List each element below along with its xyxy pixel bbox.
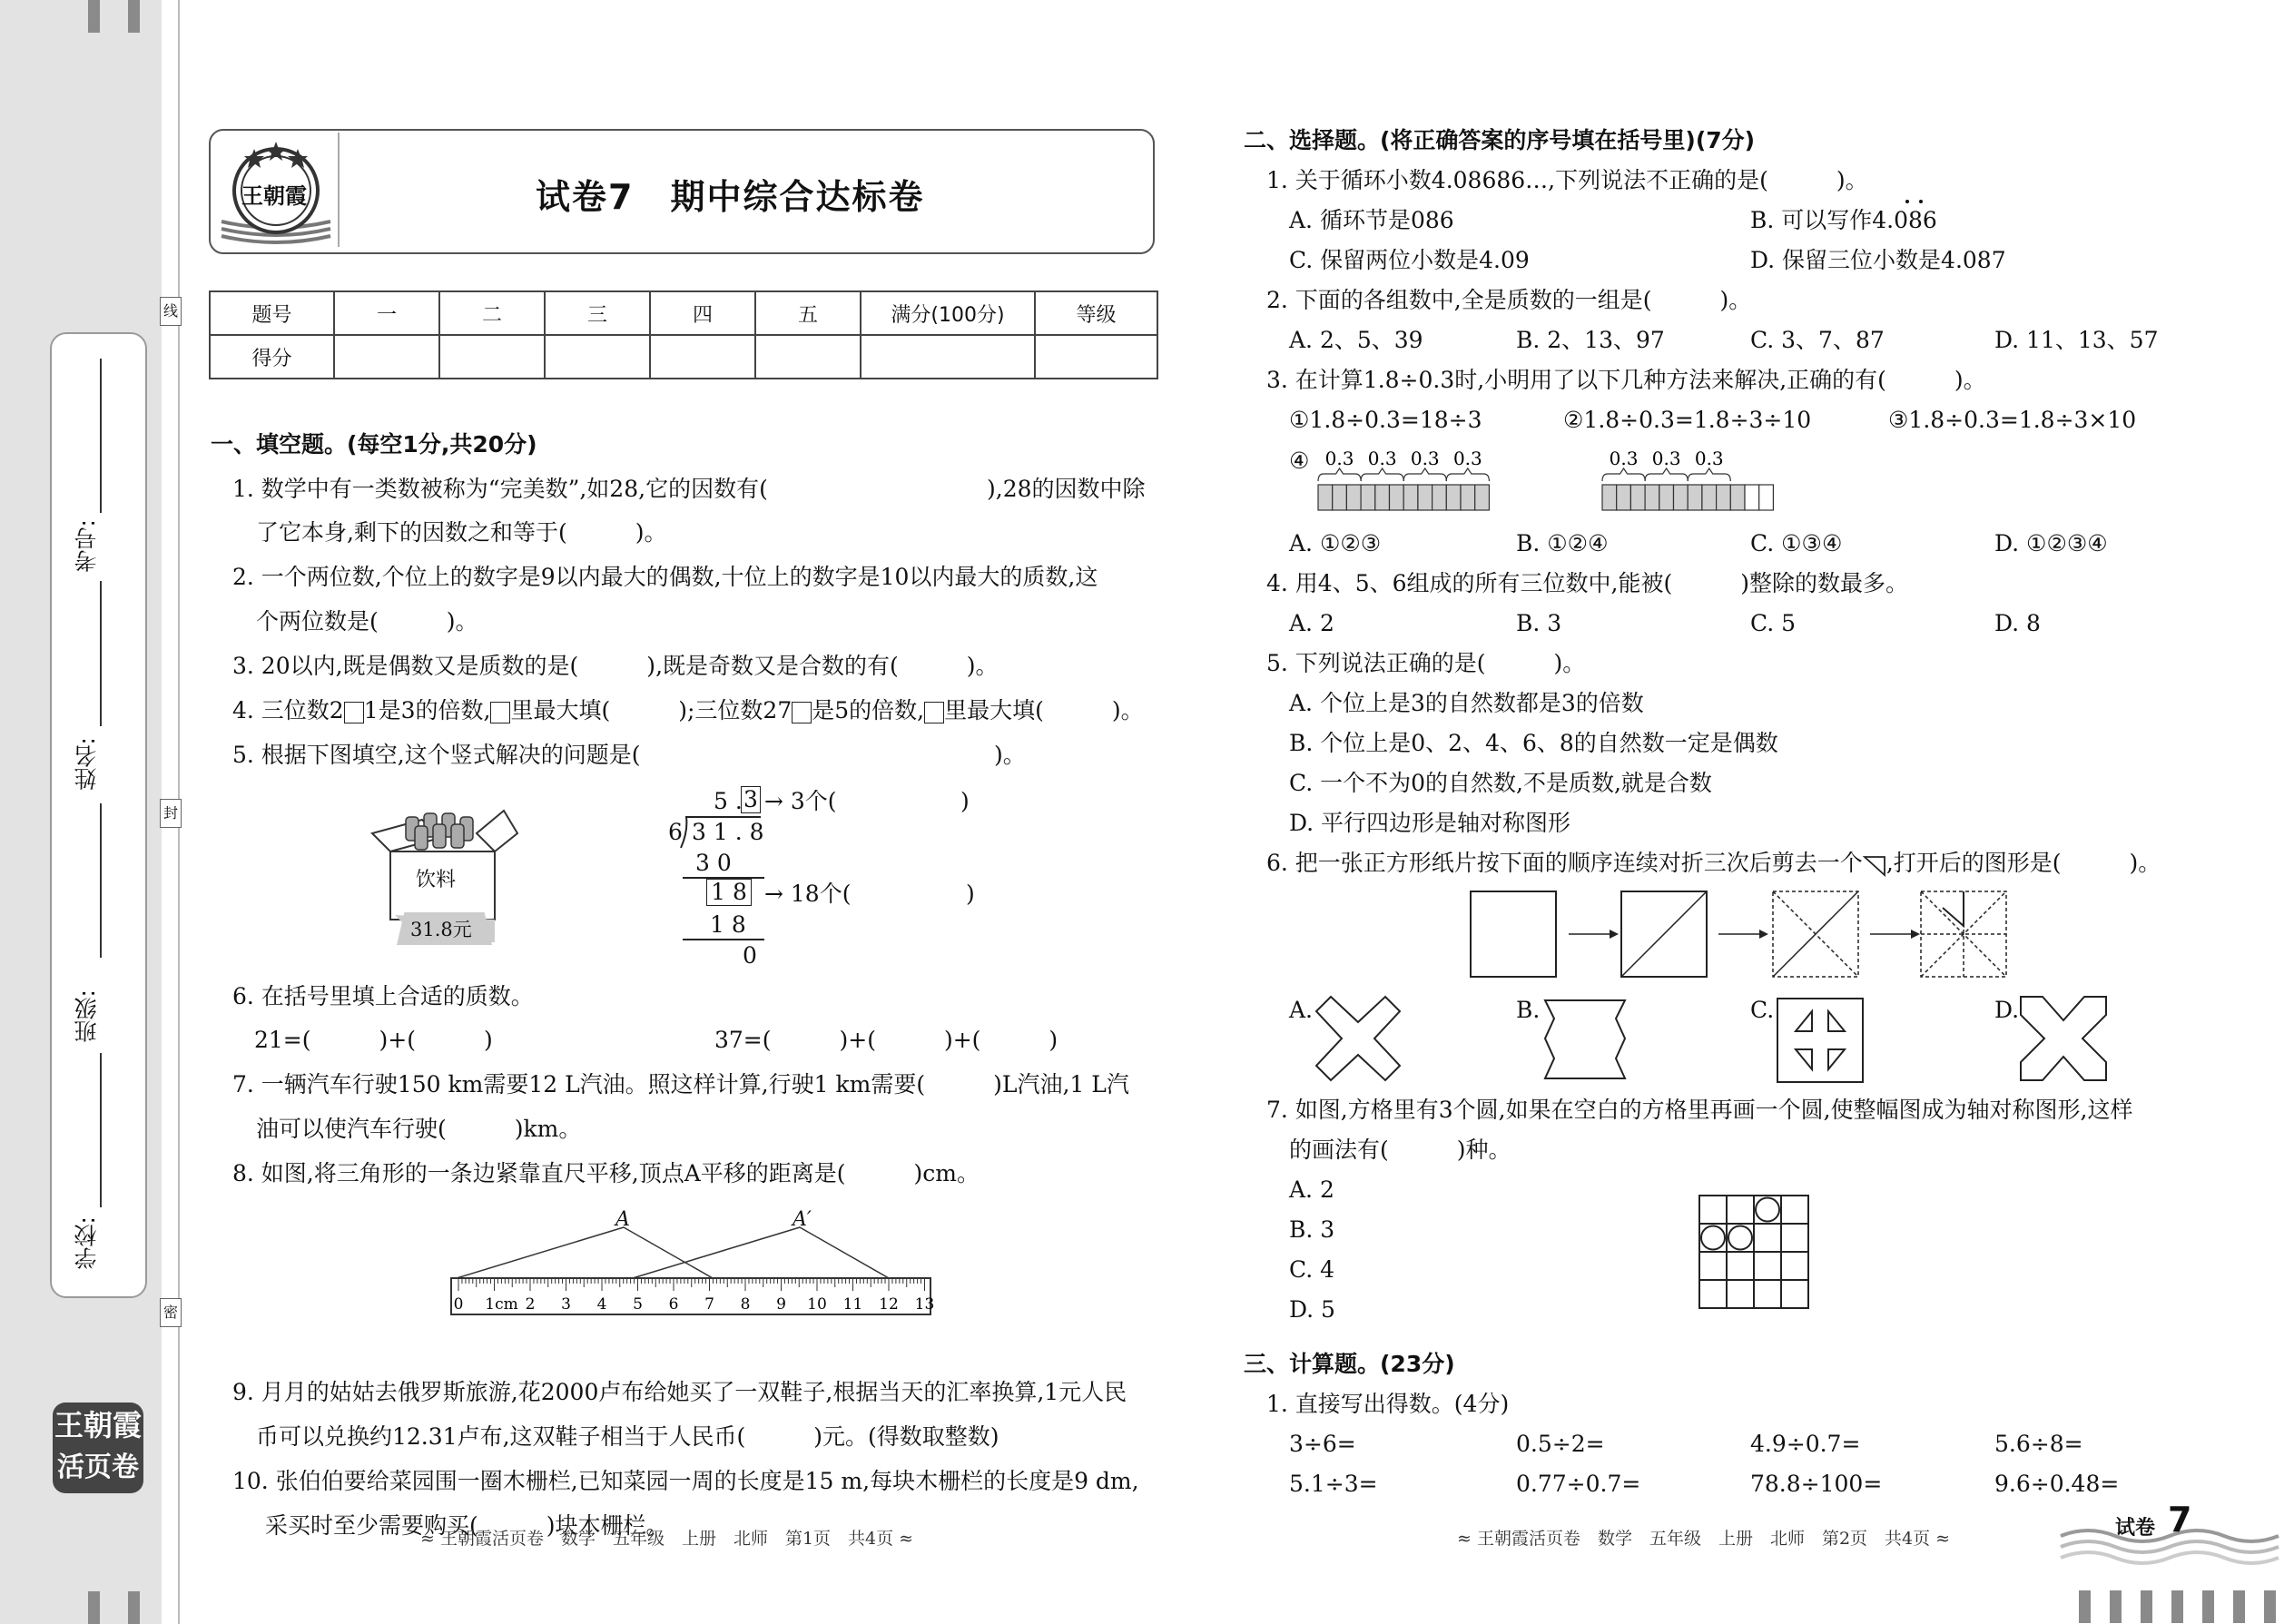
c1: 1. 关于循环小数4.08686…,下列说法不正确的是( )。: [1266, 167, 1868, 193]
c2-option-d[interactable]: D. 11、13、57: [1994, 327, 2159, 353]
segment-cell: [1475, 485, 1490, 510]
segment-label: 0.3: [1651, 448, 1681, 469]
tick-mark: [88, 1591, 100, 1624]
c6-shape-c: [1776, 997, 1866, 1084]
segment-brace: [1318, 468, 1361, 481]
segment-brace: [1688, 468, 1730, 481]
segment-label: 0.3: [1367, 448, 1397, 469]
segment-cell: [1602, 485, 1617, 510]
logo: [218, 134, 334, 247]
div-quotient: 5 .: [714, 788, 743, 814]
c1-option-c[interactable]: C. 保留两位小数是4.09: [1289, 247, 1530, 273]
page-title: 试卷7 期中综合达标卷: [536, 177, 925, 217]
section-fill-blank: 一、填空题。(每空1分,共20分): [211, 431, 537, 458]
segment-cell: [1318, 485, 1333, 510]
c4-option-b[interactable]: B. 3: [1516, 610, 1562, 636]
segment-cell: [1674, 485, 1689, 510]
c3-option-b[interactable]: B. ①②④: [1516, 530, 1609, 556]
name-field[interactable]: [100, 803, 102, 958]
c2: 2. 下面的各组数中,全是质数的一组是( )。: [1266, 287, 1752, 313]
c7-option-c[interactable]: C. 4: [1289, 1256, 1335, 1283]
q2-line1: 2. 一个两位数,个位上的数字是9以内最大的偶数,十位上的数字是10以内最大的质数,这: [232, 564, 1098, 590]
seal-mid-mark: 封: [160, 799, 182, 828]
section-choice: 二、选择题。(将正确答案的序号填在括号里)(7分): [1244, 127, 1756, 153]
segment-label: 0.3: [1410, 448, 1440, 469]
blank-box: [344, 702, 364, 723]
c4-option-d[interactable]: D. 8: [1994, 610, 2041, 636]
div-divisor: 6: [668, 819, 683, 845]
c4-option-c[interactable]: C. 5: [1750, 610, 1797, 636]
c7-option-d[interactable]: D. 5: [1289, 1296, 1335, 1323]
c6-text-a: 6. 把一张正方形纸片按下面的顺序连续对折三次后剪去一个: [1266, 850, 1863, 876]
score-cell[interactable]: [861, 335, 1035, 379]
score-header: 题号: [210, 291, 334, 335]
div-quotient-box: 3: [741, 786, 761, 813]
c3: 3. 在计算1.8÷0.3时,小明用了以下几种方法来解决,正确的有( )。: [1266, 367, 1986, 393]
blank-box: [792, 702, 812, 723]
title-divider: [338, 133, 340, 247]
c3-method-3: ③1.8÷0.3=1.8÷3×10: [1888, 407, 2137, 433]
calc-item: 0.77÷0.7=: [1516, 1471, 1641, 1497]
blank-box: [490, 702, 510, 723]
score-header: 二: [439, 291, 545, 335]
score-cell[interactable]: [545, 335, 650, 379]
q4-part-c: 里最大填( );三位数27: [510, 697, 793, 723]
label-a-prime: A′: [793, 1208, 812, 1231]
segment-cell: [1361, 485, 1375, 510]
q4-part-d: 是5的倍数,: [812, 697, 925, 723]
q2-line2: 个两位数是( )。: [256, 608, 478, 635]
school-label: 学校:: [74, 1216, 100, 1270]
ruler-number: 5: [633, 1295, 643, 1314]
c4: 4. 用4、5、6组成的所有三位数中,能被( )整除的数最多。: [1266, 570, 1908, 596]
brand-badge: [53, 1403, 143, 1493]
segment-cell: [1403, 485, 1418, 510]
q10-line1: 10. 张伯伯要给菜园围一圈木栅栏,已知菜园一周的长度是15 m,每块木栅栏的长度是9 dm,: [232, 1468, 1139, 1494]
segment-cell: [1390, 485, 1404, 510]
bottom-ticks: [2079, 1590, 2294, 1624]
q4-part-a: 4. 三位数2: [232, 697, 344, 723]
q1-line1-end: ),28的因数中除: [987, 476, 1146, 502]
ruler-number: 4: [596, 1295, 607, 1314]
q7-line2: 油可以使汽车行驶( )km。: [256, 1116, 582, 1142]
calc-item: 9.6÷0.48=: [1994, 1471, 2120, 1497]
c7-option-a[interactable]: A. 2: [1289, 1176, 1334, 1203]
c2-option-b[interactable]: B. 2、13、97: [1516, 327, 1665, 353]
exam-no-label: 考号:: [74, 519, 100, 573]
c1-option-b[interactable]: B. 可以写作4.086: [1750, 207, 1937, 233]
segment-cell: [1433, 485, 1447, 510]
q5: 5. 根据下图填空,这个竖式解决的问题是(: [232, 742, 641, 768]
div-dividend: 3 1 . 8: [692, 819, 764, 845]
score-header: 一: [334, 291, 439, 335]
q6-part-a: 21=( )+( ): [254, 1027, 493, 1053]
score-row-label: 得分: [210, 335, 334, 379]
tick-mark: [88, 0, 100, 33]
c6-shape-d: [2019, 995, 2110, 1082]
score-header: 四: [650, 291, 755, 335]
ruler-number: 10: [807, 1295, 827, 1314]
ruler-number: 8: [740, 1295, 751, 1314]
ruler-number: 12: [879, 1295, 899, 1314]
c3-option-d[interactable]: D. ①②③④: [1994, 530, 2108, 556]
segment-model: [1316, 450, 1870, 514]
q7-line1: 7. 一辆汽车行驶150 km需要12 L汽油。照这样计算,行驶1 km需要( )L汽油,1 L汽: [232, 1071, 1129, 1097]
segment-label: 0.3: [1609, 448, 1639, 469]
c3-option-a[interactable]: A. ①②③: [1289, 530, 1382, 556]
brand-line-1: 王朝霞: [54, 1408, 142, 1442]
q6-part-b: 37=( )+( )+( ): [714, 1027, 1058, 1053]
q5-end: )。: [994, 742, 1026, 768]
corner-label: 试卷: [2115, 1517, 2156, 1540]
ruler-number: 1cm: [485, 1295, 518, 1314]
corner-number: 7: [2168, 1500, 2192, 1540]
score-header: 三: [545, 291, 650, 335]
c1-option-a[interactable]: A. 循环节是086: [1289, 207, 1454, 233]
calc-item: 5.1÷3=: [1289, 1471, 1378, 1497]
d1: 1. 直接写出得数。(4分): [1266, 1391, 1510, 1417]
c1-option-d[interactable]: D. 保留三位小数是4.087: [1750, 247, 2006, 273]
div-paren2: ): [966, 881, 975, 907]
segment-cell: [1375, 485, 1390, 510]
seal-line-mark: 线: [160, 297, 182, 326]
folding-sequence: [1469, 890, 2013, 980]
segment-cell: [1617, 485, 1631, 510]
segment-brace: [1602, 468, 1645, 481]
ruler-number: 7: [704, 1295, 714, 1314]
calc-item: 78.8÷100=: [1750, 1471, 1883, 1497]
segment-cell: [1659, 485, 1674, 510]
repeat-dot: [1919, 200, 1923, 203]
c6: [1266, 848, 2161, 879]
footer-right: ≈ 王朝霞活页卷 数学 五年级 上册 北师 第2页 共4页 ≈: [1457, 1529, 1951, 1549]
seal-bottom-mark: 密: [160, 1298, 182, 1327]
calc-item: 5.6÷8=: [1994, 1431, 2083, 1457]
segment-cell: [1346, 485, 1361, 510]
ruler-number: 0: [453, 1295, 464, 1314]
div-zero: 0: [743, 942, 757, 969]
q1-line2: 了它本身,剩下的因数之和等于( )。: [256, 519, 667, 546]
segment-label: 0.3: [1324, 448, 1354, 469]
segment-label: 0.3: [1452, 448, 1482, 469]
c6-option-d[interactable]: D.: [1994, 997, 2020, 1023]
class-field[interactable]: [100, 1053, 102, 1207]
ruler-number: 3: [561, 1295, 571, 1314]
div-arrow1: → 3个(: [764, 788, 837, 814]
ruler-number: 11: [842, 1295, 863, 1314]
student-info-box: [50, 332, 147, 1298]
brand-line-2: 活页卷: [57, 1452, 139, 1483]
circle-grid: [1698, 1194, 1812, 1312]
q3: 3. 20以内,既是偶数又是质数的是( ),既是奇数又是合数的有( )。: [232, 653, 999, 679]
c5: 5. 下列说法正确的是( )。: [1266, 650, 1586, 676]
div-paren1: ): [960, 788, 970, 814]
c2-option-c[interactable]: C. 3、7、87: [1750, 327, 1885, 353]
segment-cell: [1688, 485, 1702, 510]
calc-item: 4.9÷0.7=: [1750, 1431, 1861, 1457]
segment-brace: [1645, 468, 1688, 481]
c6-text-b: ,打开后的图形是( )。: [1885, 850, 2161, 876]
q8: 8. 如图,将三角形的一条边紧靠直尺平移,顶点A平移的距离是( )cm。: [232, 1160, 980, 1186]
exam-no-field-ext[interactable]: [100, 581, 102, 726]
q6: 6. 在括号里填上合适的质数。: [232, 983, 534, 1009]
logo-text: 王朝霞: [241, 182, 307, 209]
tick-mark: [128, 1591, 140, 1624]
c7-option-b[interactable]: B. 3: [1289, 1216, 1335, 1243]
q9-line1: 9. 月月的姑姑去俄罗斯旅游,花2000卢布给她买了一双鞋子,根据当天的汇率换算,1元人民: [232, 1379, 1127, 1405]
name-label: 姓名:: [74, 737, 100, 791]
segment-cell: [1730, 485, 1745, 510]
tick-mark: [128, 0, 140, 33]
segment-brace: [1403, 468, 1446, 481]
div-remainder-box: 1 8: [706, 879, 752, 906]
q1-line1: 1. 数学中有一类数被称为“完美数”,如28,它的因数有(: [232, 476, 768, 502]
c6-option-c[interactable]: C.: [1750, 997, 1775, 1023]
segment-cell: [1446, 485, 1461, 510]
segment-cell: [1702, 485, 1717, 510]
label-a: A: [615, 1208, 630, 1231]
score-cell[interactable]: [650, 335, 755, 379]
calc-item: 0.5÷2=: [1516, 1431, 1605, 1457]
score-table: [209, 290, 1158, 379]
ruler-number: 2: [525, 1295, 536, 1314]
segment-cell: [1645, 485, 1659, 510]
div-sub2: 1 8: [710, 911, 746, 938]
score-cell[interactable]: [755, 335, 861, 379]
c6-option-b[interactable]: B.: [1516, 997, 1541, 1023]
q4-part-b: 1是3的倍数,: [363, 697, 491, 723]
footer-left: ≈ 王朝霞活页卷 数学 五年级 上册 北师 第1页 共4页 ≈: [420, 1529, 914, 1549]
exam-no-field[interactable]: [100, 359, 102, 513]
score-header: 等级: [1035, 291, 1157, 335]
segment-cell: [1745, 485, 1759, 510]
segment-label: 0.3: [1694, 448, 1724, 469]
c3-method-2: ②1.8÷0.3=1.8÷3÷10: [1563, 407, 1812, 433]
segment-cell: [1418, 485, 1433, 510]
ruler-number: 6: [668, 1295, 679, 1314]
class-label: 班级:: [74, 989, 100, 1043]
calc-item: 3÷6=: [1289, 1431, 1356, 1457]
c6-shape-a: [1313, 995, 1403, 1082]
c5-option-a[interactable]: A. 个位上是3的自然数都是3的倍数: [1289, 690, 1644, 716]
score-cell[interactable]: [439, 335, 545, 379]
score-cell[interactable]: [334, 335, 439, 379]
c7-line1: 7. 如图,方格里有3个圆,如果在空白的方格里再画一个圆,使整幅图成为轴对称图形,这样: [1266, 1097, 2133, 1123]
c5-option-d[interactable]: D. 平行四边形是轴对称图形: [1289, 810, 1571, 836]
repeat-dot: [1905, 200, 1909, 203]
c6-shape-b: [1540, 995, 1630, 1082]
q9-line2: 币可以兑换约12.31卢布,这双鞋子相当于人民币( )元。(得数取整数): [256, 1423, 999, 1450]
segment-cell: [1333, 485, 1347, 510]
c2-option-a[interactable]: A. 2、5、39: [1289, 327, 1423, 353]
cut-triangle-icon: [1863, 853, 1886, 877]
ruler-number: 13: [914, 1295, 935, 1314]
q4: [232, 695, 1144, 726]
segment-brace: [1361, 468, 1403, 481]
c5-option-c[interactable]: C. 一个不为0的自然数,不是质数,就是合数: [1289, 770, 1712, 796]
q4-part-e: 里最大填( )。: [944, 697, 1144, 723]
drink-label: 饮料: [416, 869, 457, 891]
section-calc: 三、计算题。(23分): [1244, 1351, 1455, 1377]
price-tag: 31.8元: [410, 919, 472, 940]
segment-cell: [1630, 485, 1645, 510]
c5-option-b[interactable]: B. 个位上是0、2、4、6、8的自然数一定是偶数: [1289, 730, 1778, 756]
segment-brace: [1446, 468, 1489, 481]
c4-option-a[interactable]: A. 2: [1289, 610, 1334, 636]
segment-cell: [1759, 485, 1774, 510]
c7-line2: 的画法有( )种。: [1289, 1137, 1511, 1163]
ruler-figure: [451, 1225, 934, 1316]
score-cell[interactable]: [1035, 335, 1157, 379]
c3-method-4: ④: [1289, 448, 1310, 474]
segment-cell: [1461, 485, 1475, 510]
div-arrow2: → 18个(: [764, 881, 852, 907]
blank-box: [924, 702, 944, 723]
score-header: 满分(100分): [861, 291, 1035, 335]
c6-option-a[interactable]: A.: [1289, 997, 1314, 1023]
q10-line2: 采买时至少需要购买( )块木栅栏。: [265, 1512, 669, 1539]
segment-cell: [1717, 485, 1731, 510]
c3-option-c[interactable]: C. ①③④: [1750, 530, 1843, 556]
score-header: 五: [755, 291, 861, 335]
c3-method-1: ①1.8÷0.3=18÷3: [1289, 407, 1482, 433]
div-sub1: 3 0: [695, 850, 732, 876]
ruler-number: 9: [776, 1295, 786, 1314]
